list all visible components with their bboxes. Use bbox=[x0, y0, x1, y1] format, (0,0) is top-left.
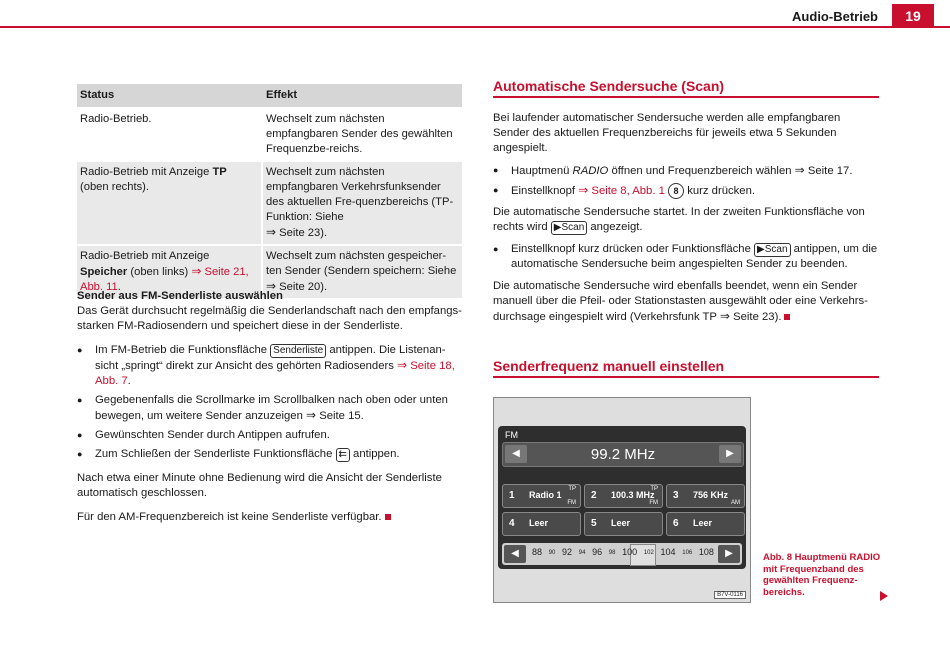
table-cell-effect: Wechselt zum nächsten empfangbaren Sender des gewählten Frequenzbe-reichs. bbox=[263, 109, 462, 162]
frequency-scale[interactable] bbox=[502, 543, 742, 565]
link-seite-21[interactable]: Seite 21, Abb. 11 bbox=[80, 266, 249, 293]
page-header-title: Audio-Betrieb bbox=[792, 9, 878, 24]
preset-button[interactable]: 6 Leer bbox=[666, 512, 745, 536]
scan-section bbox=[493, 78, 879, 325]
band-label: FM bbox=[505, 430, 518, 440]
paragraph: Die automatische Sendersuche startet. In der zweiten Funktionsfläche von rechts wird ▶Scan angezeigt. bbox=[493, 206, 865, 233]
radio-screen bbox=[498, 426, 746, 569]
table-header-effect: Effekt bbox=[263, 84, 462, 109]
next-station-icon[interactable]: ▶ bbox=[719, 445, 741, 463]
preset-button[interactable]: 3 756 KHz AM bbox=[666, 484, 745, 508]
paragraph: Bei laufender automatischer Sendersuche werden alle empfangbaren Sender des aktuellen Frequenzbereichs für jeweils etwa 5 Sekunden angespielt. bbox=[493, 112, 841, 154]
back-icon: ⇇ bbox=[336, 448, 350, 462]
table-row bbox=[77, 109, 462, 162]
page-number: 19 bbox=[892, 4, 934, 28]
section-heading: Sender aus FM-Senderliste auswählen bbox=[77, 290, 283, 302]
table-cell-status: Radio-Betrieb mit Anzeige TP (oben rechts). bbox=[77, 162, 263, 246]
table-header-status: Status bbox=[77, 84, 263, 109]
end-marker-icon bbox=[385, 514, 391, 520]
scan-key: ▶Scan bbox=[754, 243, 790, 257]
table-row bbox=[77, 162, 462, 246]
paragraph: Nach etwa einer Minute ohne Bedienung wird die Ansicht der Senderliste automatisch geschlossen. bbox=[77, 472, 442, 499]
list-item: ● Einstellknopf ⇒ Seite 8, Abb. 1 8 kurz drücken. bbox=[493, 183, 879, 199]
paragraph: Für den AM-Frequenzbereich ist keine Senderliste verfügbar. bbox=[77, 510, 462, 525]
preset-button[interactable]: 4 Leer bbox=[502, 512, 581, 536]
figure-caption: Abb. 8 Hauptmenü RADIO mit Frequenzband des gewählten Frequenz-bereichs. bbox=[763, 552, 881, 598]
scan-key: ▶Scan bbox=[551, 221, 587, 235]
table-cell-effect: Wechselt zum nächsten gespeicher-ten Sender (Sendern speichern: Siehe ⇒ Seite 20). bbox=[263, 246, 462, 300]
radio-figure bbox=[493, 397, 751, 603]
preset-button[interactable]: 2 100.3 MHz TP FM bbox=[584, 484, 663, 508]
paragraph: Die automatische Sendersuche wird ebenfalls beendet, wenn ein Sender manuell über die Pfeil- oder Stationstasten ausgewählt oder eine Verkehrs-durchsage eingespielt wird (Verkehrsfunk TP ⇒ Seite 23). bbox=[493, 280, 868, 323]
list-item: ● Zum Schließen der Senderliste Funktionsfläche ⇇ antippen. bbox=[77, 447, 462, 462]
paragraph: Das Gerät durchsucht regelmäßig die Senderlandschaft nach den empfangs-starken FM-Radiosendern und speichert diese in der Senderliste. bbox=[77, 305, 462, 332]
list-item: ● Einstellknopf kurz drücken oder Funktionsfläche ▶Scan antippen, um die automatische Sendersuche beim angespielten Sender zu beenden. bbox=[493, 242, 879, 272]
table-cell-status: Radio-Betrieb. bbox=[77, 109, 263, 162]
figure-id: B7V-0116 bbox=[714, 591, 746, 599]
section-heading-manual: Senderfrequenz manuell einstellen bbox=[493, 358, 879, 378]
end-marker-icon bbox=[784, 314, 790, 320]
scale-ticks: 88 90 92 94 96 98 100 102 104 106 108 bbox=[532, 547, 714, 557]
frequency-bar bbox=[502, 442, 744, 467]
scale-left-icon[interactable]: ◀ bbox=[504, 545, 526, 563]
continue-arrow-icon bbox=[880, 591, 888, 601]
scale-right-icon[interactable]: ▶ bbox=[718, 545, 740, 563]
list-item: ● Gegebenenfalls die Scrollmarke im Scrollbalken nach oben oder unten bewegen, um weitere Sender anzuzeigen ⇒ Seite 15. bbox=[77, 393, 462, 424]
preset-button[interactable]: 5 Leer bbox=[584, 512, 663, 536]
link-seite-8[interactable]: Seite 8, Abb. 1 bbox=[591, 185, 665, 197]
header-rule bbox=[0, 26, 950, 28]
table-cell-effect: Wechselt zum nächsten empfangbaren Verkehrsfunksender des aktuellen Fre-quenzbereichs (TP-Funktion: Siehe ⇒ Seite 23). bbox=[263, 162, 462, 246]
list-item: ● Gewünschten Sender durch Antippen aufrufen. bbox=[77, 428, 462, 443]
frequency-display: 99.2 MHz bbox=[590, 446, 656, 463]
senderliste-section bbox=[77, 289, 462, 525]
status-table bbox=[77, 84, 462, 300]
senderliste-key: Senderliste bbox=[270, 344, 326, 358]
list-item: ● Hauptmenü RADIO öffnen und Frequenzbereich wählen ⇒ Seite 17. bbox=[493, 163, 879, 179]
section-heading-scan: Automatische Sendersuche (Scan) bbox=[493, 78, 879, 98]
link-seite-18[interactable]: Seite 18, Abb. 7 bbox=[95, 360, 455, 387]
prev-station-icon[interactable]: ◀ bbox=[505, 445, 527, 463]
list-item: ● Im FM-Betrieb die Funktionsfläche Senderliste antippen. Die Listenan-sicht „springt“ direkt zur Ansicht des gehörten Radiosenders ⇒ Seite 18, Abb. 7. bbox=[77, 343, 462, 389]
manual-section bbox=[493, 358, 879, 378]
preset-button[interactable]: 1 Radio 1 TP FM bbox=[502, 484, 581, 508]
table-cell-status: Radio-Betrieb mit Anzeige Speicher (oben links) ⇒ Seite 21, Abb. 11. bbox=[77, 246, 263, 300]
knob-8-icon: 8 bbox=[668, 183, 684, 199]
